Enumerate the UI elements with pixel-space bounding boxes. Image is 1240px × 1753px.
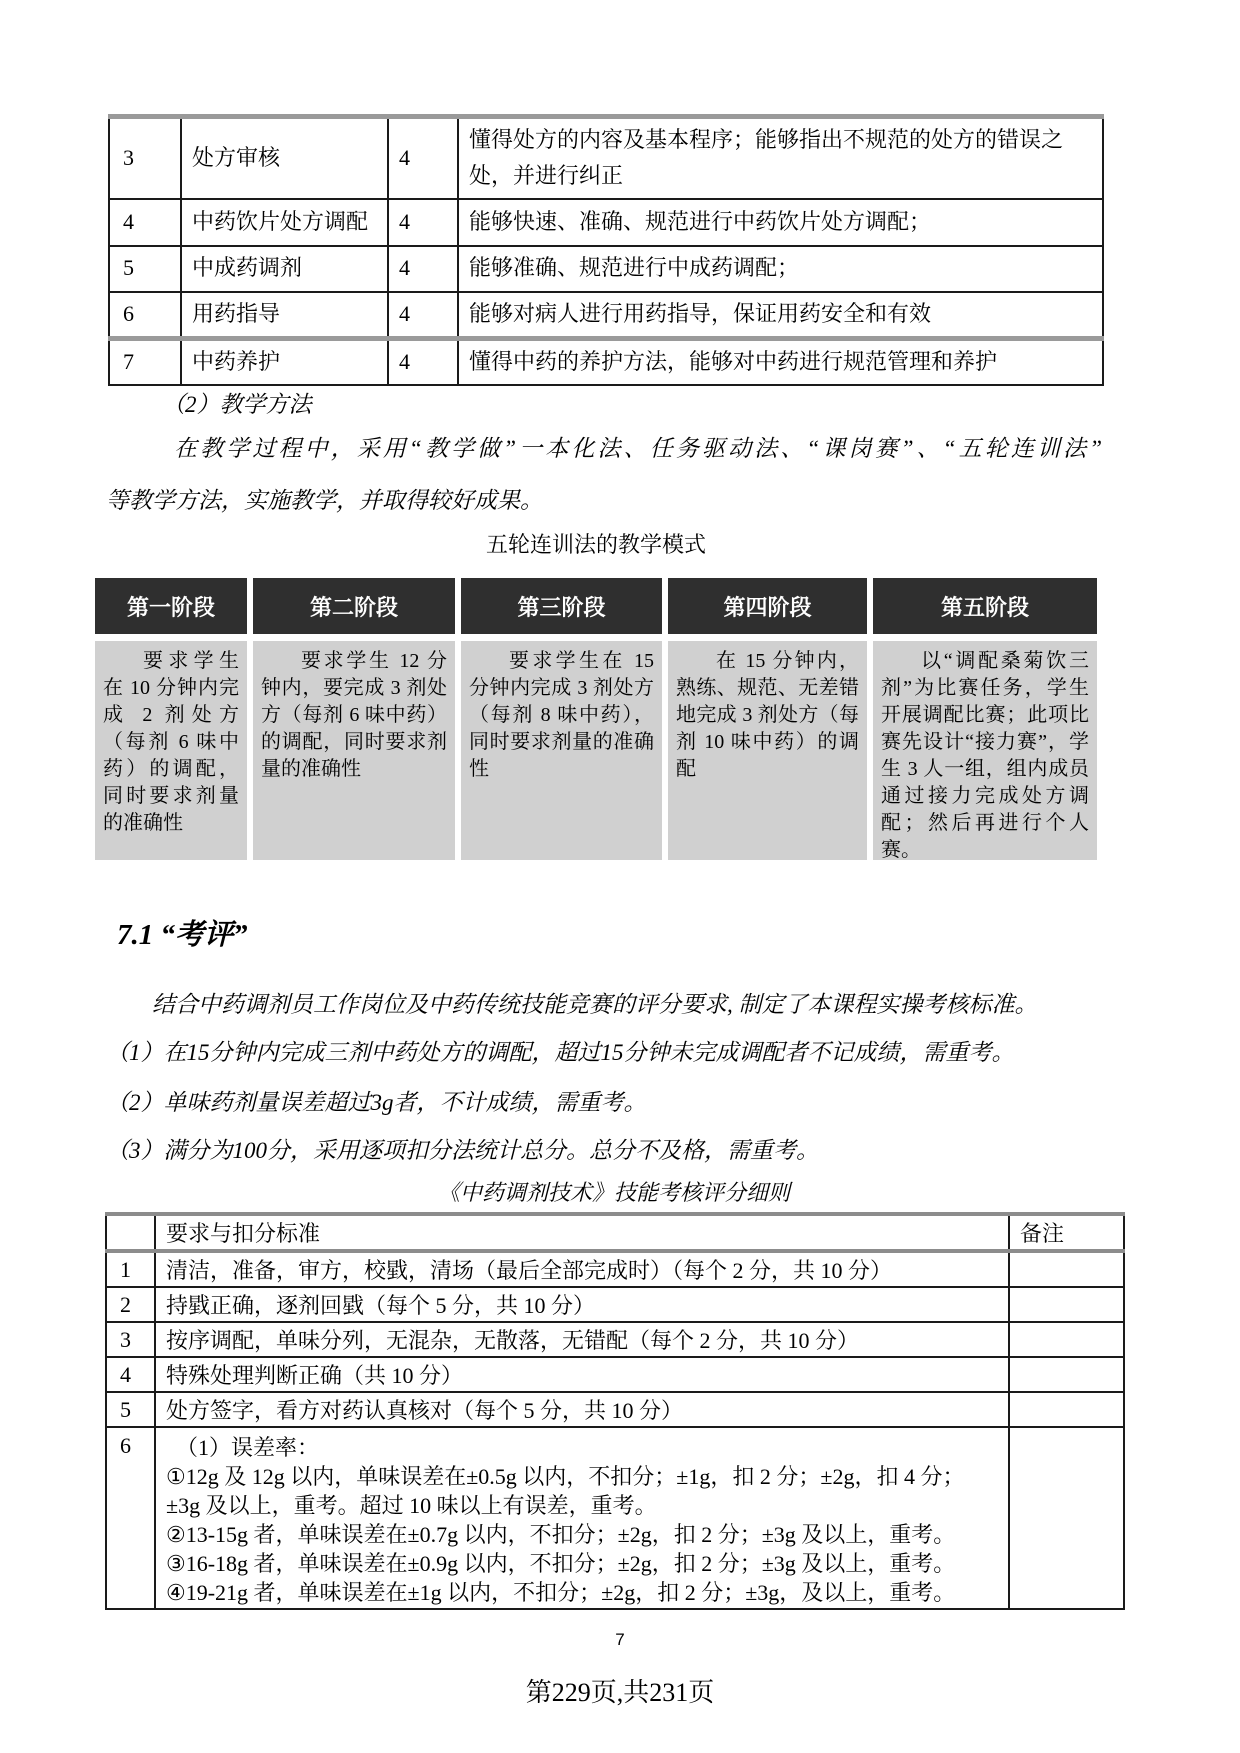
teaching-method-paragraph-line1: 在教学过程中，采用“教学做”一本化法、任务驱动法、“课岗赛”、“五轮连训法” [174, 436, 1102, 461]
rubric-row [106, 1287, 1124, 1322]
rubric-row-number: 2 [106, 1287, 155, 1322]
rubric-line: ①12g 及 12g 以内，单味误差在±0.5g 以内，不扣分；±1g，扣 2 分；±2g，扣 4 分； [166, 1464, 965, 1489]
rubric-row [106, 1392, 1124, 1427]
rubric-header-empty [106, 1214, 155, 1251]
rubric-table-title: 《中药调剂技术》技能考核评分细则 [437, 1180, 790, 1205]
rubric-line: （1）误差率： [176, 1435, 320, 1460]
rubric-header-row [106, 1214, 1124, 1251]
stage-header: 第三阶段 [461, 578, 662, 634]
row-number: 5 [109, 246, 181, 292]
teaching-method-paragraph-line2: 等教学方法，实施教学，并取得较好成果。 [106, 488, 543, 513]
task-name: 用药指导 [181, 292, 388, 339]
rubric-row [106, 1357, 1124, 1392]
rubric-line: ②13-15g 者，单味误差在±0.7g 以内，不扣分；±2g，扣 2 分；±3g 及以上，重考。 [166, 1522, 956, 1547]
five-round-training-table [95, 578, 1097, 860]
stage-header: 第四阶段 [668, 578, 867, 634]
rubric-table [105, 1212, 1125, 1610]
task-desc: 懂得处方的内容及基本程序；能够指出不规范的处方的错误之处，并进行纠正 [458, 117, 1103, 199]
task-name: 处方审核 [181, 117, 388, 199]
rubric-row-number: 6 [106, 1427, 155, 1609]
rubric-row [106, 1251, 1124, 1287]
stage-cell: 在 15 分钟内，熟练、规范、无差错地完成 3 剂处方（每剂 10 味中药）的调配 [668, 641, 867, 860]
rubric-row-number: 5 [106, 1392, 155, 1427]
table-row [109, 339, 1103, 385]
rubric-row-note [1009, 1427, 1124, 1609]
page-number: 7 [615, 1630, 625, 1649]
rubric-row-note [1009, 1322, 1124, 1357]
stage-header: 第二阶段 [253, 578, 455, 634]
table-row [109, 117, 1103, 199]
row-number: 6 [109, 292, 181, 339]
rubric-header-criteria: 要求与扣分标准 [155, 1214, 1009, 1251]
stage-cell: 要求学生 12 分钟内，要完成 3 剂处方（每剂 6 味中药）的调配，同时要求剂量的准确性 [253, 641, 455, 860]
task-hours: 4 [388, 199, 458, 246]
table-row [109, 292, 1103, 339]
section-intro: 结合中药调剂员工作岗位及中药传统技能竞赛的评分要求, 制定了本课程实操考核标准。 [152, 992, 1038, 1017]
task-desc: 能够快速、准确、规范进行中药饮片处方调配； [458, 199, 1103, 246]
rubric-row [106, 1427, 1124, 1609]
course-content-table [108, 114, 1104, 386]
rubric-header-note: 备注 [1009, 1214, 1124, 1251]
teaching-method-heading: （2）教学方法 [162, 392, 312, 417]
page-info: 第229页,共231页 [525, 1678, 715, 1707]
stage-cell: 以“调配桑菊饮三剂”为比赛任务，学生开展调配比赛；此项比赛先设计“接力赛”，学生 3 人一组，组内成员通过接力完成处方调配；然后再进行个人赛。 [873, 641, 1097, 860]
rubric-row-note [1009, 1287, 1124, 1322]
stage-header: 第一阶段 [95, 578, 247, 634]
task-hours: 4 [388, 339, 458, 385]
row-number: 3 [109, 117, 181, 199]
section-item-3: （3）满分为100分，采用逐项扣分法统计总分。总分不及格，需重考。 [106, 1138, 819, 1163]
rubric-row-number: 3 [106, 1322, 155, 1357]
section-item-2: （2）单味药剂量误差超过3g者，不计成绩，需重考。 [106, 1090, 647, 1115]
task-name: 中成药调剂 [181, 246, 388, 292]
task-name: 中药养护 [181, 339, 388, 385]
staged-table-title: 五轮连训法的教学模式 [485, 532, 706, 557]
rubric-row-note [1009, 1251, 1124, 1287]
task-hours: 4 [388, 117, 458, 199]
stage-header: 第五阶段 [873, 578, 1097, 634]
rubric-row-note [1009, 1357, 1124, 1392]
row-number: 4 [109, 199, 181, 246]
table-row [109, 246, 1103, 292]
task-name: 中药饮片处方调配 [181, 199, 388, 246]
rubric-row-text: 清洁，准备，审方，校戥，清场（最后全部完成时）（每个 2 分，共 10 分） [155, 1251, 1009, 1287]
rubric-line: ③16-18g 者，单味误差在±0.9g 以内，不扣分；±2g，扣 2 分；±3g 及以上，重考。 [166, 1551, 956, 1576]
section-item-1: （1）在15分钟内完成三剂中药处方的调配，超过15分钟未完成调配者不记成绩，需重考。 [106, 1040, 1015, 1065]
rubric-row-text: 特殊处理判断正确（共 10 分） [155, 1357, 1009, 1392]
task-hours: 4 [388, 246, 458, 292]
rubric-row-number: 1 [106, 1251, 155, 1287]
task-hours: 4 [388, 292, 458, 339]
rubric-row-text: 持戥正确，逐剂回戥（每个 5 分，共 10 分） [155, 1287, 1009, 1322]
rubric-row-note [1009, 1392, 1124, 1427]
stage-cell: 要求学生在 10 分钟内完成 2 剂处方（每剂 6 味中药）的调配，同时要求剂量的准确性 [95, 641, 247, 860]
rubric-row-text [155, 1427, 1009, 1609]
rubric-row [106, 1322, 1124, 1357]
rubric-line: ④19-21g 者，单味误差在±1g 以内，不扣分；±2g，扣 2 分；±3g，及以上，重考。 [166, 1580, 956, 1605]
task-desc: 懂得中药的养护方法，能够对中药进行规范管理和养护 [458, 339, 1103, 385]
task-desc: 能够对病人进行用药指导，保证用药安全和有效 [458, 292, 1103, 339]
rubric-row-text: 处方签字，看方对药认真核对（每个 5 分，共 10 分） [155, 1392, 1009, 1427]
section-heading: 7.1 “考评” [117, 919, 248, 951]
rubric-row-text: 按序调配，单味分列，无混杂，无散落，无错配（每个 2 分，共 10 分） [155, 1322, 1009, 1357]
stage-cell: 要求学生在 15 分钟内完成 3 剂处方（每剂 8 味中药），同时要求剂量的准确性 [461, 641, 662, 860]
table-row [109, 199, 1103, 246]
task-desc: 能够准确、规范进行中成药调配； [458, 246, 1103, 292]
rubric-row-number: 4 [106, 1357, 155, 1392]
row-number: 7 [109, 339, 181, 385]
rubric-line: ±3g 及以上，重考。超过 10 味以上有误差，重考。 [166, 1493, 657, 1518]
